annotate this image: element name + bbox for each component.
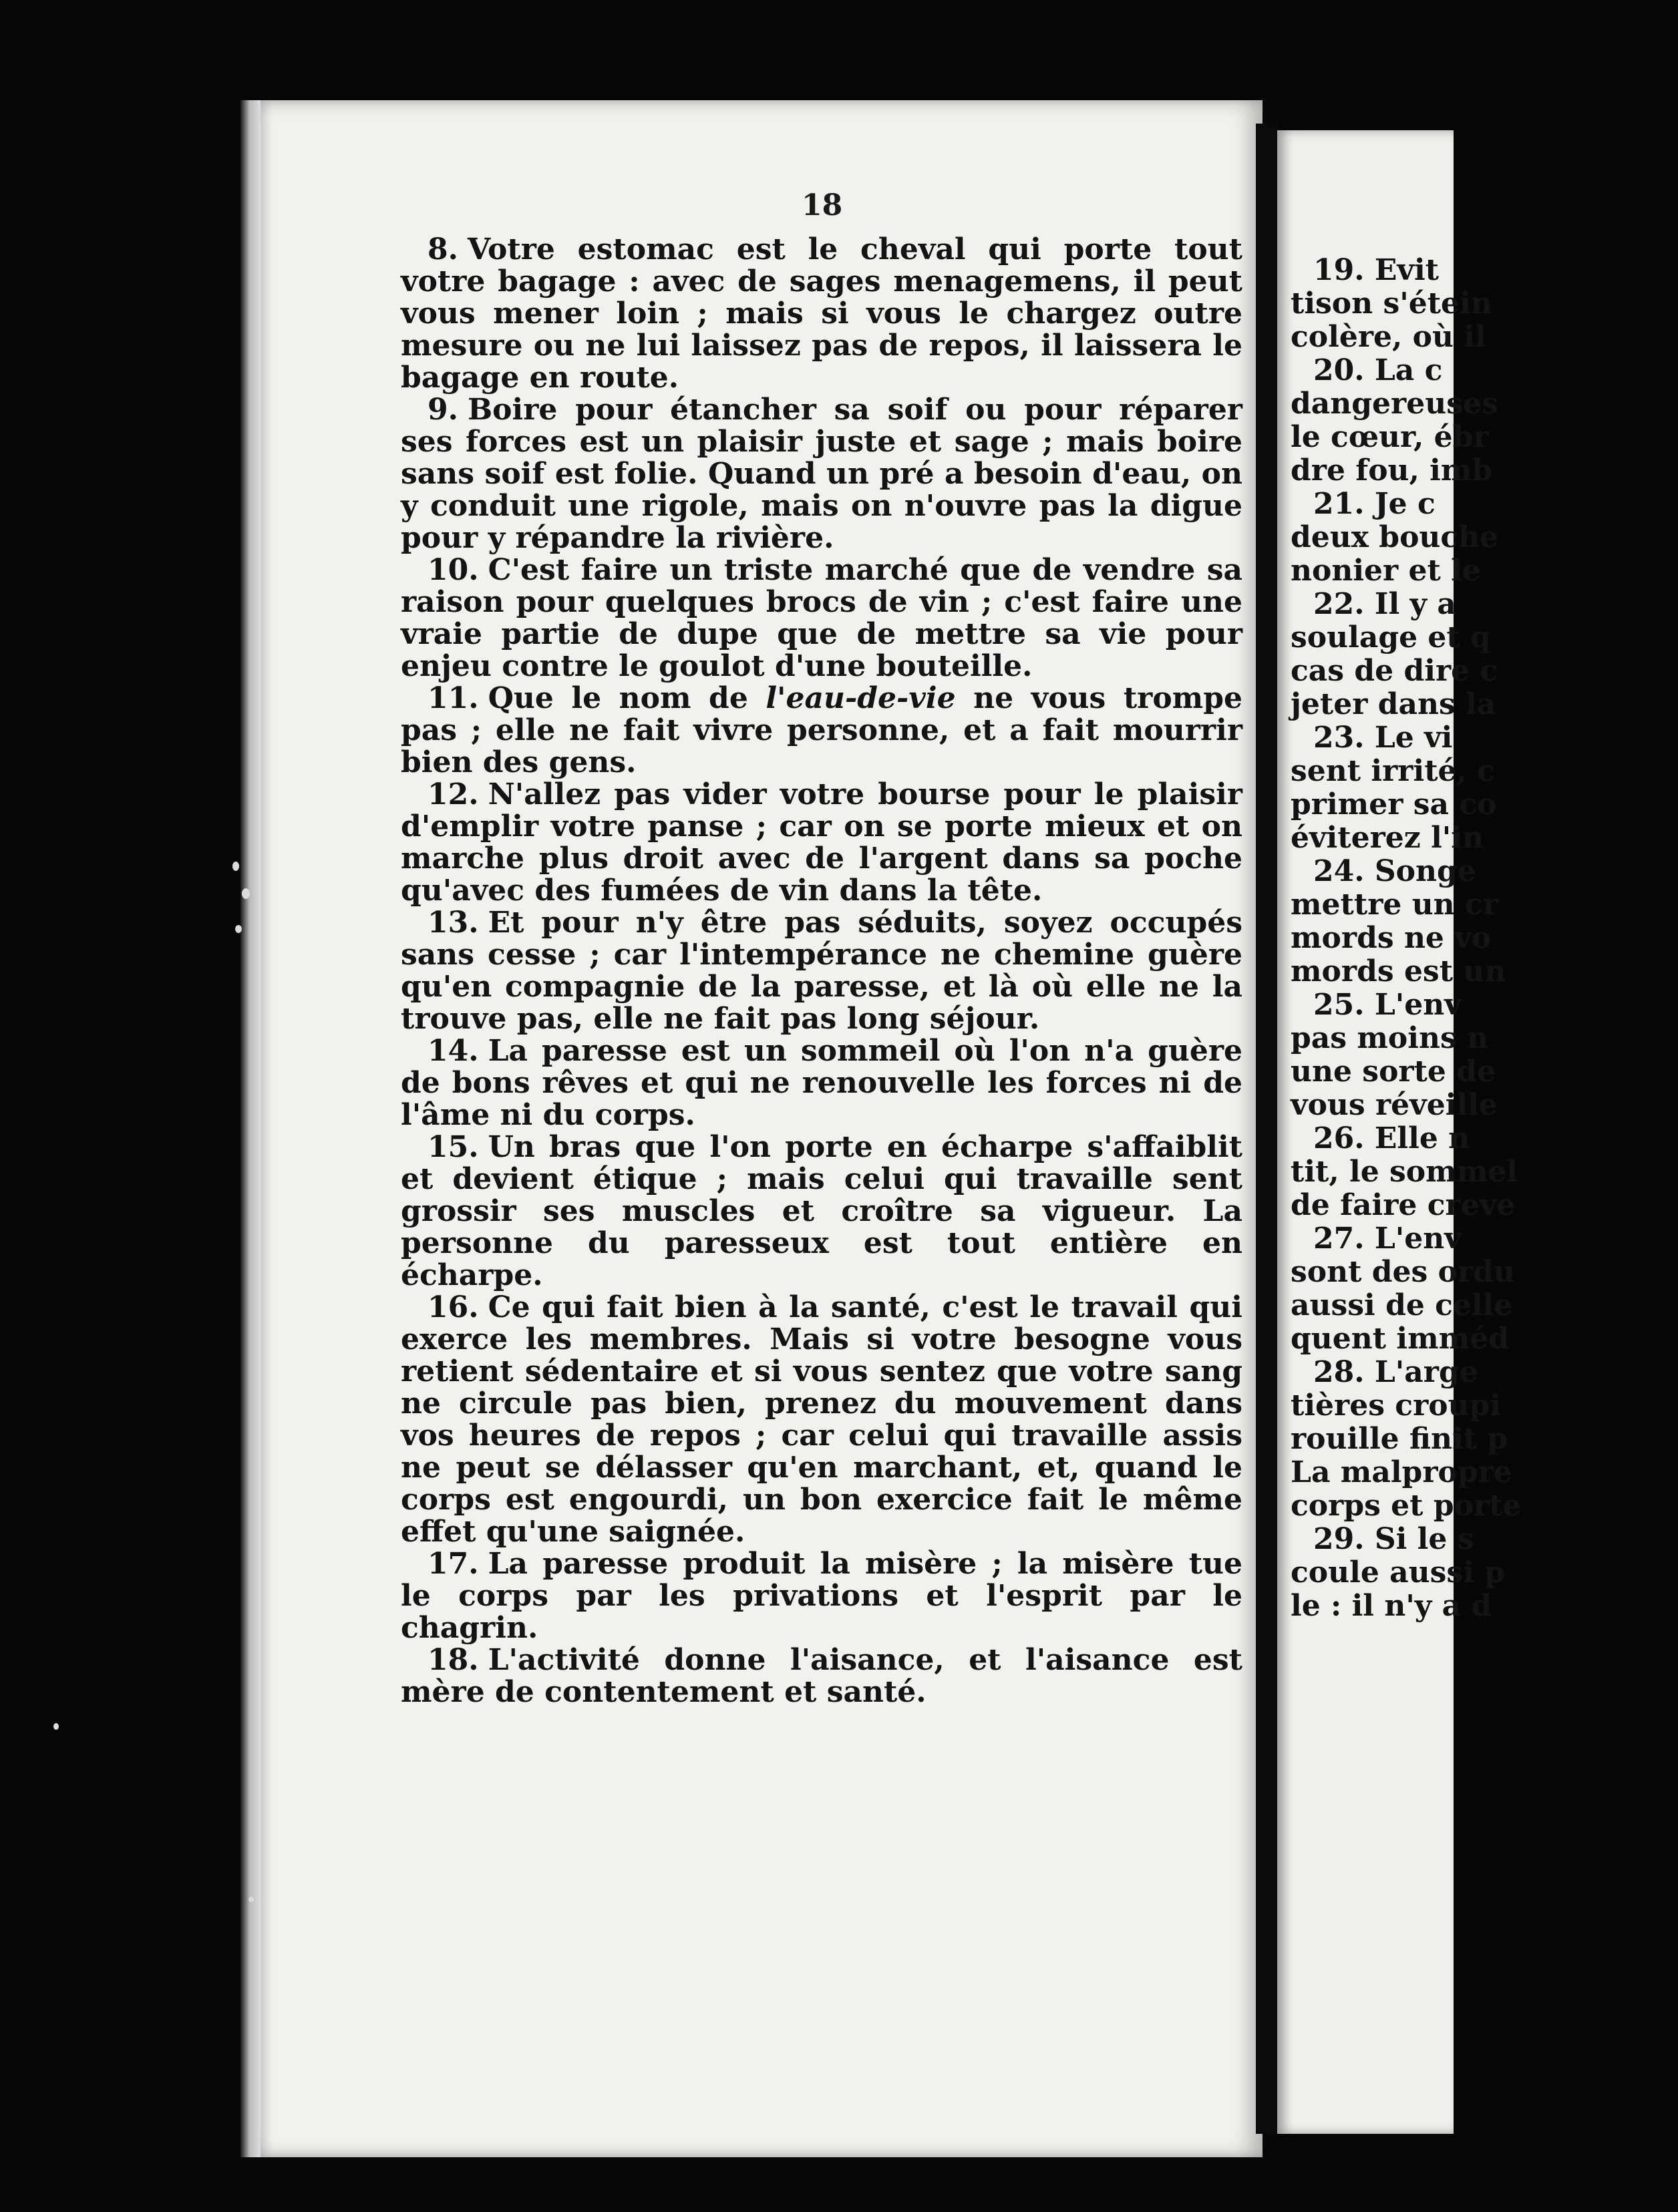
facing-page-line: sent irrité, c bbox=[1291, 754, 1495, 788]
facing-page-line: 20. La c bbox=[1313, 353, 1443, 387]
page-number: 18 bbox=[802, 188, 843, 222]
paragraph-17: 17. La paresse produit la misère ; la misère tue le corps par les privations et l'esprit par le chagrin. bbox=[401, 1547, 1242, 1645]
page-body bbox=[401, 234, 1242, 1708]
paragraph-9: 9. Boire pour étancher sa soif ou pour réparer ses forces est un plaisir juste et sage ; mais boire sans soif est folie. Quand un pré a besoin d'eau, on y conduit une rigole, mais on n'ouvre pas la digue pour y répandre la rivière. bbox=[401, 393, 1242, 555]
facing-page-line: colère, où il bbox=[1291, 320, 1486, 354]
facing-page-text bbox=[1277, 254, 1678, 1623]
facing-page-line: de faire creve bbox=[1291, 1188, 1516, 1222]
facing-page-line: mettre un cr bbox=[1291, 888, 1498, 922]
facing-page-line: éviterez l'in bbox=[1291, 821, 1484, 855]
paragraph-8: 8. Votre estomac est le cheval qui porte tout votre bagage : avec de sages menagemens, il peut vous mener loin ; mais si vous le chargez outre mesure ou ne lui laissez pas de repos, il laissera le bagage en route. bbox=[401, 232, 1242, 395]
facing-page-line: le : il n'y a d bbox=[1291, 1589, 1492, 1623]
facing-page-line: La malpropre bbox=[1291, 1455, 1512, 1489]
paragraph-11: 11. Que le nom de l'eau-de-vie ne vous trompe pas ; elle ne fait vivre personne, et a fait mourrir bien des gens. bbox=[401, 681, 1242, 779]
facing-page-line: mords est un bbox=[1291, 954, 1506, 988]
paragraph-18: 18. L'activité donne l'aisance, et l'aisance est mère de contentement et santé. bbox=[401, 1643, 1242, 1709]
scan-page-edge bbox=[240, 100, 263, 2157]
paragraph-16: 16. Ce qui fait bien à la santé, c'est le travail qui exerce les membres. Mais si votre besogne vous retient sédentaire et si vous sentez que votre sang ne circule pas bien, prenez du mouvement dans vos heures de repos ; car celui qui travaille assis ne peut se délasser qu'en marchant, et, quand le corps est engourdi, un bon exercice fait le même effet qu'une saignée. bbox=[401, 1290, 1242, 1549]
paragraph-10: 10. C'est faire un triste marché que de vendre sa raison pour quelques brocs de vin ; c'est faire une vraie partie de dupe que de mettre sa vie pour enjeu contre le goulot d'une bouteille. bbox=[401, 553, 1242, 683]
scan-speck bbox=[232, 862, 239, 871]
facing-page-line: tit, le sommel bbox=[1291, 1155, 1518, 1189]
facing-page-line: dre fou, imb bbox=[1291, 453, 1493, 488]
facing-page-line: 19. Evit bbox=[1313, 253, 1440, 287]
facing-page-line: coule aussi p bbox=[1291, 1555, 1505, 1590]
facing-page-line: jeter dans la bbox=[1291, 687, 1496, 721]
paragraph-12: 12. N'allez pas vider votre bourse pour le plaisir d'emplir votre panse ; car on se porte mieux et on marche plus droit avec de l'argent dans sa poche qu'avec des fumées de vin dans la tête. bbox=[401, 777, 1242, 908]
facing-page-line: 29. Si le s bbox=[1313, 1522, 1474, 1556]
facing-page-line: une sorte de bbox=[1291, 1055, 1496, 1089]
facing-page-line: pas moins n bbox=[1291, 1021, 1489, 1055]
facing-page-line: sont des ordu bbox=[1291, 1255, 1515, 1289]
facing-page-line: corps et porte bbox=[1291, 1489, 1522, 1523]
facing-page-line: mords ne vo bbox=[1291, 921, 1492, 955]
facing-page-line: aussi de celle bbox=[1291, 1288, 1513, 1322]
facing-page-line: 24. Songe bbox=[1313, 854, 1476, 888]
facing-page-line: primer sa co bbox=[1291, 787, 1497, 821]
facing-page-line: 23. Le vi bbox=[1313, 721, 1453, 755]
facing-page-line: 22. Il y a bbox=[1313, 587, 1456, 621]
scan-speck bbox=[242, 888, 250, 899]
facing-page-line: nonier et le bbox=[1291, 554, 1481, 588]
facing-page bbox=[1277, 130, 1522, 2134]
facing-page-line: 21. Je c bbox=[1313, 487, 1436, 521]
facing-page-line: 26. Elle n bbox=[1313, 1121, 1470, 1155]
facing-page-line: dangereuses bbox=[1291, 387, 1498, 421]
facing-page-line: soulage et q bbox=[1291, 620, 1491, 655]
facing-page-line: 25. L'env bbox=[1313, 988, 1462, 1022]
facing-page-line: tières croupi bbox=[1291, 1389, 1502, 1423]
scan-speck bbox=[235, 925, 242, 933]
facing-page-line: tison s'étein bbox=[1291, 287, 1492, 321]
facing-page-line: quent imméd bbox=[1291, 1322, 1509, 1356]
book-gutter bbox=[1256, 124, 1279, 2134]
facing-page-line: 27. L'env bbox=[1313, 1222, 1462, 1256]
facing-page-line: vous réveille bbox=[1291, 1088, 1498, 1122]
emphasis-eau-de-vie: l'eau-de-vie bbox=[766, 681, 956, 715]
scan-speck bbox=[53, 1723, 59, 1730]
paragraph-14: 14. La paresse est un sommeil où l'on n'a guère de bons rêves et qui ne renouvelle les forces ni de l'âme ni du corps. bbox=[401, 1034, 1242, 1132]
paragraph-13: 13. Et pour n'y être pas séduits, soyez occupés sans cesse ; car l'intempérance ne chemine guère qu'en compagnie de la paresse, et là où elle ne la trouve pas, elle ne fait pas long séjour. bbox=[401, 906, 1242, 1036]
facing-page-line: 28. L'arge bbox=[1313, 1355, 1478, 1389]
facing-page-line: cas de dire c bbox=[1291, 654, 1498, 688]
paragraph-15: 15. Un bras que l'on porte en écharpe s'affaiblit et devient étique ; mais celui qui travaille sent grossir ses muscles et croître sa vigueur. La personne du paresseux est tout entière en écharpe. bbox=[401, 1130, 1242, 1292]
facing-page-line: rouille finit p bbox=[1291, 1422, 1508, 1456]
facing-page-line: le cœur, ébr bbox=[1291, 420, 1489, 454]
facing-page-line: deux bouche bbox=[1291, 520, 1499, 554]
scan-speck bbox=[248, 1897, 254, 1902]
